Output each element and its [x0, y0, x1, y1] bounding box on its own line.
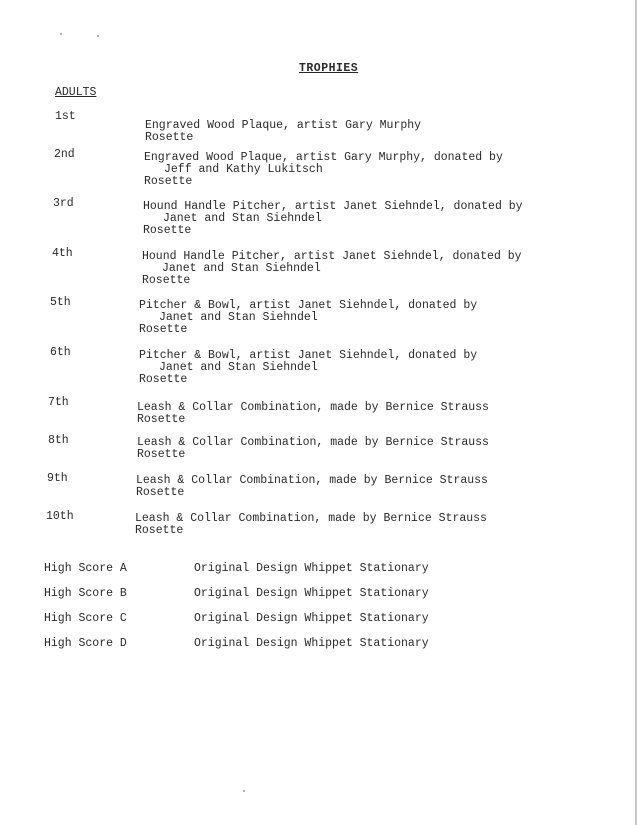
place-description	[142, 251, 522, 287]
prize-line: Rosette	[136, 486, 185, 499]
prize-line: Leash & Collar Combination, made by Bernice Strauss	[137, 436, 489, 449]
prize-line: Rosette	[139, 373, 188, 386]
place-label: 5th	[50, 296, 71, 309]
place-description	[144, 152, 503, 188]
place-label: 3rd	[53, 197, 74, 210]
place-label: 6th	[50, 346, 71, 359]
place-description	[145, 120, 421, 144]
prize-line: Rosette	[137, 413, 186, 426]
page-title: TROPHIES	[299, 62, 359, 75]
section-heading: ADULTS	[55, 86, 97, 99]
high-score-label: High Score C	[44, 612, 127, 625]
prize-line: Janet and Stan Siehndel	[162, 262, 321, 275]
prize-line: Rosette	[145, 131, 194, 144]
high-score-prize: Original Design Whippet Stationary	[194, 587, 429, 600]
prize-line: Rosette	[137, 448, 186, 461]
place-description	[137, 402, 489, 426]
prize-line: Leash & Collar Combination, made by Bernice Strauss	[136, 474, 488, 487]
place-label: 4th	[52, 247, 73, 260]
place-description	[136, 475, 488, 499]
prize-line: Janet and Stan Siehndel	[159, 361, 318, 374]
place-description	[135, 513, 487, 537]
high-score-label: High Score D	[44, 637, 127, 650]
place-description	[139, 300, 477, 336]
place-label: 2nd	[54, 148, 75, 161]
high-score-prize: Original Design Whippet Stationary	[194, 562, 429, 575]
place-description	[139, 350, 477, 386]
place-label: 8th	[48, 434, 69, 447]
place-label: 7th	[48, 396, 69, 409]
prize-line: Engraved Wood Plaque, artist Gary Murphy	[145, 119, 422, 132]
scan-speck	[243, 790, 245, 792]
high-score-prize: Original Design Whippet Stationary	[194, 637, 429, 650]
place-label: 1st	[55, 110, 76, 123]
prize-line: Rosette	[142, 274, 191, 287]
scan-speck	[97, 35, 99, 37]
high-score-label: High Score A	[44, 562, 127, 575]
prize-line: Hound Handle Pitcher, artist Janet Siehndel, donated by	[143, 200, 523, 213]
high-score-prize: Original Design Whippet Stationary	[194, 612, 429, 625]
prize-line: Janet and Stan Siehndel	[159, 311, 318, 324]
place-description	[137, 437, 489, 461]
prize-line: Janet and Stan Siehndel	[163, 212, 322, 225]
prize-line: Rosette	[144, 175, 193, 188]
prize-line: Rosette	[139, 323, 188, 336]
prize-line: Jeff and Kathy Lukitsch	[164, 163, 323, 176]
place-label: 9th	[47, 472, 68, 485]
prize-line: Leash & Collar Combination, made by Bernice Strauss	[137, 401, 489, 414]
prize-line: Hound Handle Pitcher, artist Janet Siehndel, donated by	[142, 250, 522, 263]
place-label: 10th	[46, 510, 74, 523]
prize-line: Rosette	[135, 524, 184, 537]
prize-line: Engraved Wood Plaque, artist Gary Murphy, donated by	[144, 151, 503, 164]
prize-line: Pitcher & Bowl, artist Janet Siehndel, donated by	[139, 299, 478, 312]
place-description	[143, 201, 523, 237]
scan-speck	[60, 33, 62, 35]
prize-line: Rosette	[143, 224, 192, 237]
high-score-label: High Score B	[44, 587, 127, 600]
prize-line: Leash & Collar Combination, made by Bernice Strauss	[135, 512, 487, 525]
prize-line: Pitcher & Bowl, artist Janet Siehndel, donated by	[139, 349, 478, 362]
